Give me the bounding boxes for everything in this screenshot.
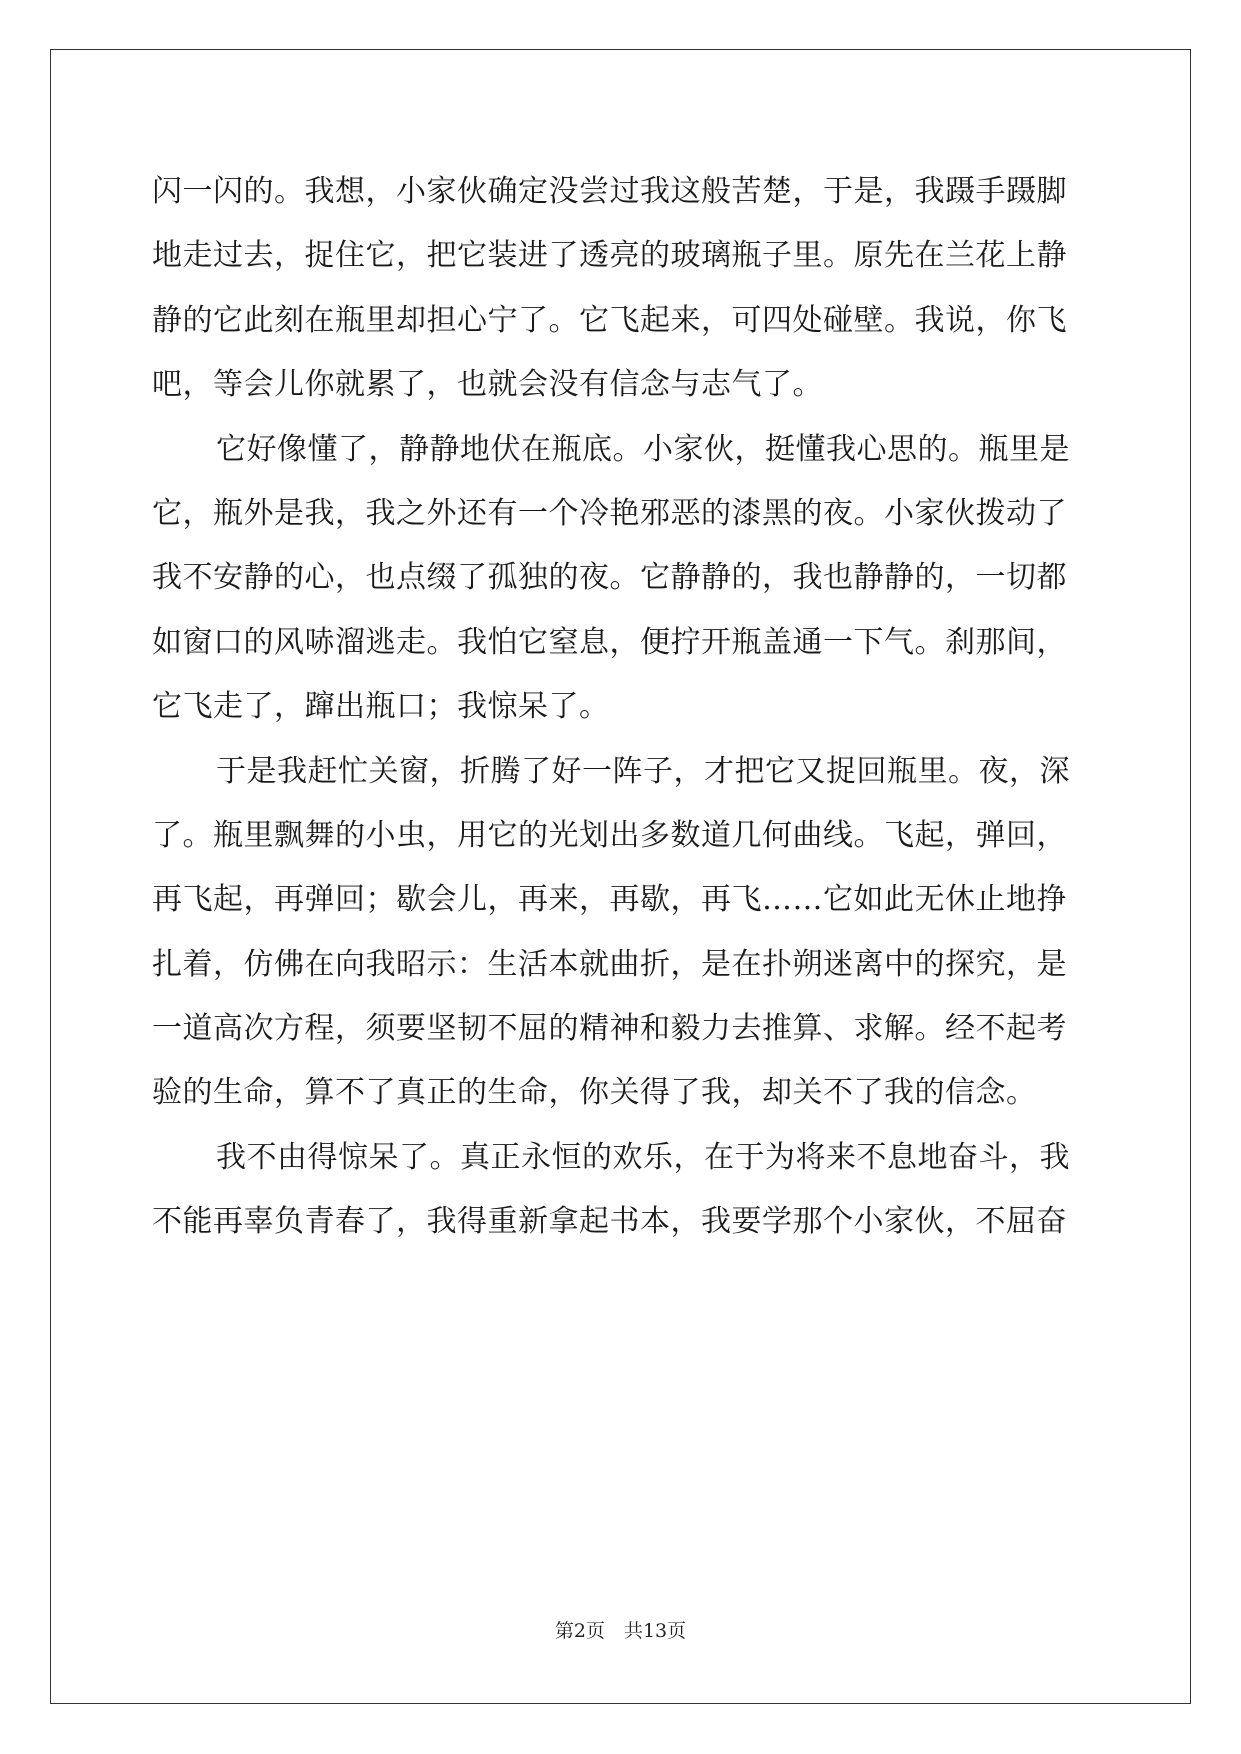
text-line: 静的它此刻在瓶里却担心宁了。它飞起来，可四处碰壁。我说，你飞 <box>152 302 1067 338</box>
text-line: 如窗口的风哧溜逃走。我怕它窒息，便拧开瓶盖通一下气。刹那间， <box>152 624 1067 660</box>
paragraph-first-line: 于是我赶忙关窗，折腾了好一阵子，才把它又捉回瓶里。夜，深 <box>216 753 1070 789</box>
text-line: 它，瓶外是我，我之外还有一个冷艳邪恶的漆黑的夜。小家伙拨动了 <box>152 495 1067 531</box>
text-line: 我不安静的心，也点缀了孤独的夜。它静静的，我也静静的，一切都 <box>152 560 1067 596</box>
text-line: 它飞走了，蹿出瓶口；我惊呆了。 <box>152 689 610 725</box>
text-line: 闪一闪的。我想，小家伙确定没尝过我这般苦楚，于是，我蹑手蹑脚 <box>152 174 1067 209</box>
paragraph-first-line: 我不由得惊呆了。真正永恒的欢乐，在于为将来不息地奋斗，我 <box>216 1139 1070 1175</box>
text-line: 了。瓶里飘舞的小虫，用它的光划出多数道几何曲线。飞起，弹回， <box>152 817 1067 853</box>
text-line: 吧，等会儿你就累了，也就会没有信念与志气了。 <box>152 367 823 403</box>
text-line: 不能再辜负青春了，我得重新拿起书本，我要学那个小家伙，不屈奋 <box>152 1204 1067 1240</box>
paragraph-first-line: 它好像懂了，静静地伏在瓶底。小家伙，挺懂我心思的。瓶里是 <box>216 431 1070 467</box>
page-number-footer: 第2页 共13页 <box>554 1620 687 1642</box>
text-line: 地走过去，捉住它，把它装进了透亮的玻璃瓶子里。原先在兰花上静 <box>152 238 1067 274</box>
text-line: 一道高次方程，须要坚韧不屈的精神和毅力去推算、求解。经不起考 <box>152 1011 1067 1047</box>
text-line: 扎着，仿佛在向我昭示：生活本就曲折，是在扑朔迷离中的探究，是 <box>152 946 1067 982</box>
text-line: 再飞起，再弹回；歇会儿，再来，再歇，再飞……它如此无休止地挣 <box>152 882 1067 918</box>
document-body <box>152 160 1092 1255</box>
text-line: 验的生命，算不了真正的生命，你关得了我，却关不了我的信念。 <box>152 1075 1037 1111</box>
